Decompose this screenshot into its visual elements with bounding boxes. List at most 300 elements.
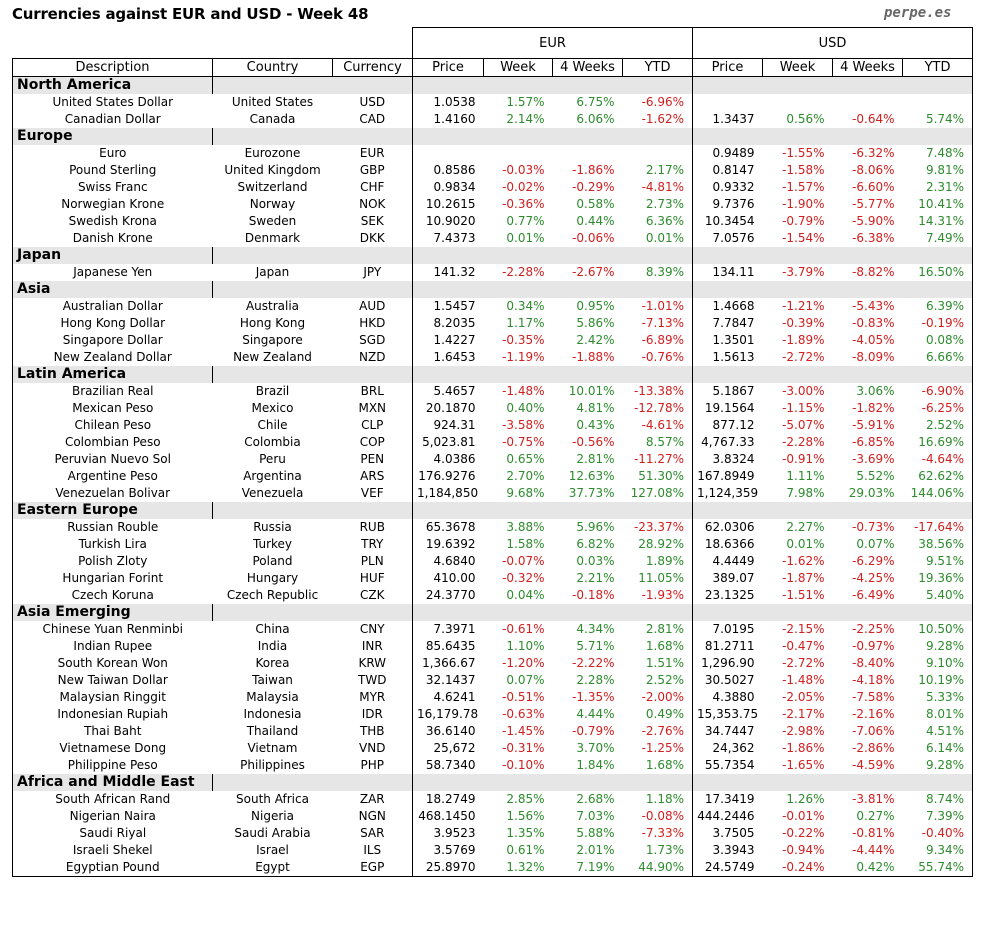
- table-cell: Malaysian Ringgit: [13, 689, 213, 706]
- table-cell: 4.81%: [576, 401, 615, 415]
- table-cell: 29.03%: [848, 486, 895, 500]
- table-cell: 1.4227: [413, 332, 484, 349]
- region-header-row: [13, 247, 973, 264]
- table-row: [13, 519, 973, 536]
- table-cell: Colombia: [244, 435, 301, 449]
- table-cell: Argentina: [243, 469, 302, 483]
- table-cell: -7.06%: [852, 724, 895, 738]
- table-cell: 10.50%: [903, 621, 973, 638]
- table-cell: CHF: [360, 180, 385, 194]
- currency-table: [12, 27, 973, 877]
- table-cell: Swedish Krona: [13, 213, 213, 230]
- table-cell: 2.17%: [645, 163, 685, 177]
- table-cell: -0.03%: [502, 163, 545, 177]
- column-header: YTD: [623, 59, 693, 77]
- column-header: Week: [484, 59, 553, 77]
- table-cell: 134.11: [693, 264, 763, 281]
- table-cell: -0.06%: [572, 231, 615, 245]
- table-cell: Denmark: [244, 231, 301, 245]
- table-cell: 4.44%: [576, 707, 615, 721]
- table-cell: 10.01%: [568, 384, 615, 398]
- table-cell: 19.36%: [903, 570, 973, 587]
- column-header: Price: [693, 59, 763, 77]
- region-name: Japan: [13, 247, 213, 264]
- table-cell: Japan: [255, 265, 290, 279]
- table-cell: 2.81%: [576, 452, 615, 466]
- table-cell: 0.77%: [506, 214, 545, 228]
- table-row: [13, 621, 973, 638]
- region-header-row: [13, 281, 973, 298]
- table-cell: 1.5457: [413, 298, 484, 315]
- table-cell: -1.20%: [502, 656, 545, 670]
- table-cell: -2.72%: [782, 350, 825, 364]
- table-cell: 4.6840: [413, 553, 484, 570]
- table-cell: 5.40%: [903, 587, 973, 604]
- table-cell: 44.90%: [623, 859, 693, 877]
- table-cell: 0.44%: [576, 214, 615, 228]
- table-cell: Canadian Dollar: [13, 111, 213, 128]
- table-cell: 0.65%: [506, 452, 545, 466]
- table-cell: Peruvian Nuevo Sol: [13, 451, 213, 468]
- table-cell: -0.94%: [782, 843, 825, 857]
- table-cell: -17.64%: [903, 519, 973, 536]
- table-cell: -6.85%: [852, 435, 895, 449]
- table-cell: EGP: [333, 859, 413, 877]
- site-logo: perpe.es: [884, 5, 952, 21]
- table-cell: 58.7340: [413, 757, 484, 774]
- table-cell: 1.0538: [413, 94, 484, 111]
- table-cell: 0.8586: [413, 162, 484, 179]
- table-cell: 167.8949: [693, 468, 763, 485]
- table-cell: 4.51%: [903, 723, 973, 740]
- table-cell: Mexico: [251, 401, 294, 415]
- table-cell: 5.74%: [903, 111, 973, 128]
- table-cell: 6.39%: [903, 298, 973, 315]
- table-cell: 7.0576: [693, 230, 763, 247]
- table-cell: 8.74%: [903, 791, 973, 808]
- table-cell: 3.7505: [693, 825, 763, 842]
- table-cell: Nigerian Naira: [13, 808, 213, 825]
- table-cell: 127.08%: [630, 486, 685, 500]
- table-row: [13, 672, 973, 689]
- table-cell: Mexican Peso: [13, 400, 213, 417]
- table-cell: Hungarian Forint: [13, 570, 213, 587]
- table-cell: -0.36%: [502, 197, 545, 211]
- table-cell: [903, 94, 973, 111]
- table-cell: 37.73%: [568, 486, 615, 500]
- table-cell: -6.89%: [641, 333, 685, 347]
- table-cell: AUD: [359, 299, 386, 313]
- table-cell: BRL: [360, 384, 384, 398]
- table-cell: 24,362: [693, 740, 763, 757]
- table-cell: 2.42%: [576, 333, 615, 347]
- table-cell: 9.34%: [903, 842, 973, 859]
- table-cell: Brazil: [255, 384, 290, 398]
- table-cell: Colombian Peso: [13, 434, 213, 451]
- region-name: North America: [13, 77, 213, 95]
- table-cell: 2.28%: [576, 673, 615, 687]
- table-cell: 9.68%: [506, 486, 545, 500]
- table-cell: South African Rand: [13, 791, 213, 808]
- table-cell: 6.66%: [903, 349, 973, 366]
- table-cell: IDR: [361, 707, 383, 721]
- table-cell: -1.45%: [502, 724, 545, 738]
- table-cell: USD: [359, 95, 386, 109]
- table-cell: 2.52%: [903, 417, 973, 434]
- table-cell: 1.51%: [645, 656, 685, 670]
- table-cell: Chinese Yuan Renminbi: [13, 621, 213, 638]
- table-cell: -1.88%: [572, 350, 615, 364]
- table-cell: 18.6366: [693, 536, 763, 553]
- table-cell: Vietnamese Dong: [13, 740, 213, 757]
- table-cell: 24.5749: [693, 859, 763, 877]
- table-cell: 9.7376: [693, 196, 763, 213]
- table-cell: -0.73%: [852, 520, 895, 534]
- column-header: 4 Weeks: [553, 59, 623, 77]
- table-cell: 4.6241: [413, 689, 484, 706]
- table-cell: Argentine Peso: [13, 468, 213, 485]
- table-cell: Indonesia: [243, 707, 302, 721]
- table-cell: -5.77%: [852, 197, 895, 211]
- table-cell: 0.01%: [786, 537, 825, 551]
- table-cell: 24.3770: [413, 587, 484, 604]
- table-cell: 5,023.81: [413, 434, 484, 451]
- table-cell: 3.8324: [693, 451, 763, 468]
- table-cell: INR: [361, 639, 383, 653]
- table-row: [13, 230, 973, 247]
- table-row: [13, 111, 973, 128]
- table-cell: NOK: [359, 197, 386, 211]
- table-cell: -0.40%: [903, 825, 973, 842]
- table-cell: -1.35%: [572, 690, 615, 704]
- table-cell: Chilean Peso: [13, 417, 213, 434]
- table-cell: -0.83%: [852, 316, 895, 330]
- table-cell: -3.79%: [782, 265, 825, 279]
- table-cell: Czech Koruna: [13, 587, 213, 604]
- table-cell: Venezuela: [241, 486, 304, 500]
- table-cell: 3.5769: [413, 842, 484, 859]
- table-cell: -1.93%: [641, 588, 685, 602]
- table-cell: Czech Republic: [226, 588, 319, 602]
- table-cell: NGN: [358, 809, 386, 823]
- table-cell: 23.1325: [693, 587, 763, 604]
- table-cell: EUR: [359, 146, 385, 160]
- table-cell: 3.06%: [856, 384, 895, 398]
- table-cell: 1.58%: [506, 537, 545, 551]
- table-cell: 389.07: [693, 570, 763, 587]
- table-cell: [763, 94, 833, 111]
- table-cell: -12.78%: [633, 401, 685, 415]
- table-cell: 28.92%: [638, 537, 685, 551]
- table-row: [13, 213, 973, 230]
- table-cell: -1.62%: [641, 112, 685, 126]
- table-row: [13, 162, 973, 179]
- table-cell: -2.16%: [852, 707, 895, 721]
- table-cell: THB: [359, 724, 385, 738]
- table-cell: -4.59%: [852, 758, 895, 772]
- table-cell: -2.28%: [502, 265, 545, 279]
- table-row: [13, 468, 973, 485]
- table-cell: 1.84%: [576, 758, 615, 772]
- table-cell: 6.06%: [576, 112, 615, 126]
- table-row: [13, 689, 973, 706]
- table-cell: 10.19%: [903, 672, 973, 689]
- table-row: [13, 842, 973, 859]
- table-cell: -1.55%: [782, 146, 825, 160]
- table-cell: -0.22%: [782, 826, 825, 840]
- table-cell: -0.97%: [852, 639, 895, 653]
- table-cell: -0.07%: [502, 554, 545, 568]
- page-title: Currencies against EUR and USD - Week 48: [12, 5, 369, 23]
- column-header: Description: [13, 59, 213, 77]
- table-cell: 34.7447: [693, 723, 763, 740]
- table-cell: -23.37%: [633, 520, 685, 534]
- table-cell: Brazilian Real: [13, 383, 213, 400]
- table-cell: Vietnam: [247, 741, 298, 755]
- table-cell: -2.98%: [782, 724, 825, 738]
- table-cell: Poland: [252, 554, 293, 568]
- table-cell: Saudi Arabia: [234, 826, 311, 840]
- table-cell: Russia: [253, 520, 292, 534]
- table-cell: 1.10%: [506, 639, 545, 653]
- table-cell: 1.17%: [506, 316, 545, 330]
- table-cell: [693, 94, 763, 111]
- table-cell: 1.56%: [506, 809, 545, 823]
- table-row: [13, 349, 973, 366]
- column-header: Country: [213, 59, 333, 77]
- table-cell: 0.56%: [786, 112, 825, 126]
- table-cell: 9.10%: [903, 655, 973, 672]
- table-cell: VND: [359, 741, 386, 755]
- region-name: Asia: [13, 281, 213, 298]
- table-cell: 6.14%: [903, 740, 973, 757]
- table-cell: -0.18%: [572, 588, 615, 602]
- region-name: Europe: [13, 128, 213, 145]
- table-cell: -6.60%: [852, 180, 895, 194]
- column-header: Price: [413, 59, 484, 77]
- table-cell: 10.9020: [413, 213, 484, 230]
- table-cell: 0.9834: [413, 179, 484, 196]
- table-cell: 0.42%: [833, 859, 903, 877]
- table-cell: Hong Kong: [239, 316, 306, 330]
- table-cell: 1.57%: [506, 95, 545, 109]
- table-cell: 85.6435: [413, 638, 484, 655]
- table-row: [13, 706, 973, 723]
- table-cell: -2.86%: [852, 741, 895, 755]
- table-cell: MXN: [358, 401, 387, 415]
- table-cell: 7.3971: [413, 621, 484, 638]
- table-cell: 877.12: [693, 417, 763, 434]
- table-cell: New Zealand: [233, 350, 312, 364]
- table-cell: United States: [231, 95, 314, 109]
- table-cell: 7.7847: [693, 315, 763, 332]
- table-cell: -2.25%: [852, 622, 895, 636]
- table-cell: 5.96%: [576, 520, 615, 534]
- table-cell: -4.64%: [903, 451, 973, 468]
- table-cell: SGD: [359, 333, 386, 347]
- table-cell: [833, 94, 903, 111]
- table-cell: 1,296.90: [693, 655, 763, 672]
- table-cell: 19.1564: [693, 400, 763, 417]
- table-cell: 3.9523: [413, 825, 484, 842]
- table-cell: -1.01%: [641, 299, 685, 313]
- table-cell: 10.3454: [693, 213, 763, 230]
- table-cell: -7.13%: [641, 316, 685, 330]
- table-cell: Eurozone: [244, 146, 301, 160]
- table-cell: 8.57%: [645, 435, 685, 449]
- table-cell: -1.48%: [502, 384, 545, 398]
- table-cell: Malaysia: [246, 690, 299, 704]
- table-cell: -1.19%: [502, 350, 545, 364]
- table-cell: -1.90%: [782, 197, 825, 211]
- table-cell: 51.30%: [638, 469, 685, 483]
- table-cell: 8.2035: [413, 315, 484, 332]
- table-cell: -11.27%: [633, 452, 685, 466]
- table-cell: 7.4373: [413, 230, 484, 247]
- table-cell: 9.51%: [903, 553, 973, 570]
- table-cell: 3.3943: [693, 842, 763, 859]
- table-cell: 12.63%: [568, 469, 615, 483]
- table-cell: 1.11%: [786, 469, 825, 483]
- table-row: [13, 451, 973, 468]
- table-cell: 1.26%: [786, 792, 825, 806]
- table-cell: KRW: [358, 656, 387, 670]
- table-cell: 1,184,850: [413, 485, 484, 502]
- table-row: [13, 315, 973, 332]
- table-cell: Israel: [256, 843, 289, 857]
- table-cell: Turkey: [252, 537, 293, 551]
- region-name: Eastern Europe: [13, 502, 213, 519]
- table-cell: -0.61%: [502, 622, 545, 636]
- table-cell: 81.2711: [693, 638, 763, 655]
- table-cell: 1.68%: [645, 758, 685, 772]
- table-cell: -2.15%: [782, 622, 825, 636]
- table-row: [13, 808, 973, 825]
- table-cell: VEF: [360, 486, 384, 500]
- table-cell: CZK: [360, 588, 385, 602]
- table-cell: Turkish Lira: [13, 536, 213, 553]
- table-cell: -0.32%: [502, 571, 545, 585]
- table-cell: 2.81%: [645, 622, 685, 636]
- table-cell: -1.89%: [782, 333, 825, 347]
- table-row: [13, 553, 973, 570]
- table-row: [13, 383, 973, 400]
- table-cell: 0.43%: [576, 418, 615, 432]
- table-cell: PHP: [360, 758, 384, 772]
- table-cell: 2.01%: [576, 843, 615, 857]
- table-cell: 9.28%: [903, 757, 973, 774]
- table-cell: 1.35%: [506, 826, 545, 840]
- table-cell: CNY: [359, 622, 385, 636]
- table-cell: 1.89%: [645, 554, 685, 568]
- table-cell: Peru: [259, 452, 286, 466]
- table-cell: 9.28%: [903, 638, 973, 655]
- table-cell: Philippine Peso: [13, 757, 213, 774]
- table-cell: -0.10%: [502, 758, 545, 772]
- table-cell: Euro: [13, 145, 213, 162]
- table-cell: -0.64%: [852, 112, 895, 126]
- table-cell: 17.3419: [693, 791, 763, 808]
- table-cell: 2.21%: [576, 571, 615, 585]
- table-cell: 16.69%: [903, 434, 973, 451]
- table-cell: 468.1450: [413, 808, 484, 825]
- table-cell: Norwegian Krone: [13, 196, 213, 213]
- table-cell: 10.2615: [413, 196, 484, 213]
- table-cell: -1.87%: [782, 571, 825, 585]
- table-cell: 5.71%: [576, 639, 615, 653]
- table-cell: [623, 145, 693, 162]
- table-cell: JPY: [363, 265, 382, 279]
- region-header-row: [13, 366, 973, 383]
- table-cell: 5.1867: [693, 383, 763, 400]
- table-cell: HUF: [359, 571, 385, 585]
- table-cell: 0.8147: [693, 162, 763, 179]
- table-cell: 1.4668: [693, 298, 763, 315]
- table-cell: Korea: [255, 656, 290, 670]
- table-cell: -1.86%: [572, 163, 615, 177]
- table-cell: -8.06%: [852, 163, 895, 177]
- table-cell: 1,124,359: [693, 485, 763, 502]
- table-cell: 0.07%: [856, 537, 895, 551]
- table-cell: Egypt: [213, 859, 333, 877]
- table-row: [13, 400, 973, 417]
- table-cell: Hungary: [246, 571, 299, 585]
- table-cell: 5.33%: [903, 689, 973, 706]
- table-cell: Australia: [245, 299, 300, 313]
- table-cell: South Korean Won: [13, 655, 213, 672]
- table-row: [13, 434, 973, 451]
- table-row: [13, 196, 973, 213]
- table-cell: -0.51%: [502, 690, 545, 704]
- table-cell: -2.76%: [641, 724, 685, 738]
- table-cell: 2.73%: [645, 197, 685, 211]
- table-cell: Thai Baht: [13, 723, 213, 740]
- table-cell: -2.22%: [572, 656, 615, 670]
- table-cell: 176.9276: [413, 468, 484, 485]
- table-cell: 1.3501: [693, 332, 763, 349]
- table-cell: ZAR: [359, 792, 385, 806]
- table-cell: China: [255, 622, 290, 636]
- table-cell: -1.51%: [782, 588, 825, 602]
- table-cell: 144.06%: [903, 485, 973, 502]
- table-cell: 1,366.67: [413, 655, 484, 672]
- table-cell: -2.72%: [782, 656, 825, 670]
- table-cell: Indian Rupee: [13, 638, 213, 655]
- table-row: [13, 264, 973, 281]
- table-cell: 1.73%: [645, 843, 685, 857]
- table-cell: DKK: [359, 231, 385, 245]
- table-cell: PEN: [360, 452, 385, 466]
- table-cell: -0.02%: [502, 180, 545, 194]
- table-cell: 1.68%: [645, 639, 685, 653]
- table-cell: TWD: [358, 673, 387, 687]
- table-row: [13, 825, 973, 842]
- table-cell: Polish Zloty: [13, 553, 213, 570]
- table-cell: United States Dollar: [13, 94, 213, 111]
- table-cell: -0.24%: [763, 859, 833, 877]
- table-cell: 0.27%: [856, 809, 895, 823]
- table-cell: 10.41%: [903, 196, 973, 213]
- table-cell: -4.81%: [641, 180, 685, 194]
- table-cell: -0.31%: [502, 741, 545, 755]
- table-cell: -13.38%: [633, 384, 685, 398]
- table-cell: CAD: [359, 112, 386, 126]
- table-cell: Singapore Dollar: [13, 332, 213, 349]
- table-cell: 0.03%: [576, 554, 615, 568]
- table-row: [13, 332, 973, 349]
- table-cell: 62.62%: [903, 468, 973, 485]
- table-cell: -0.79%: [572, 724, 615, 738]
